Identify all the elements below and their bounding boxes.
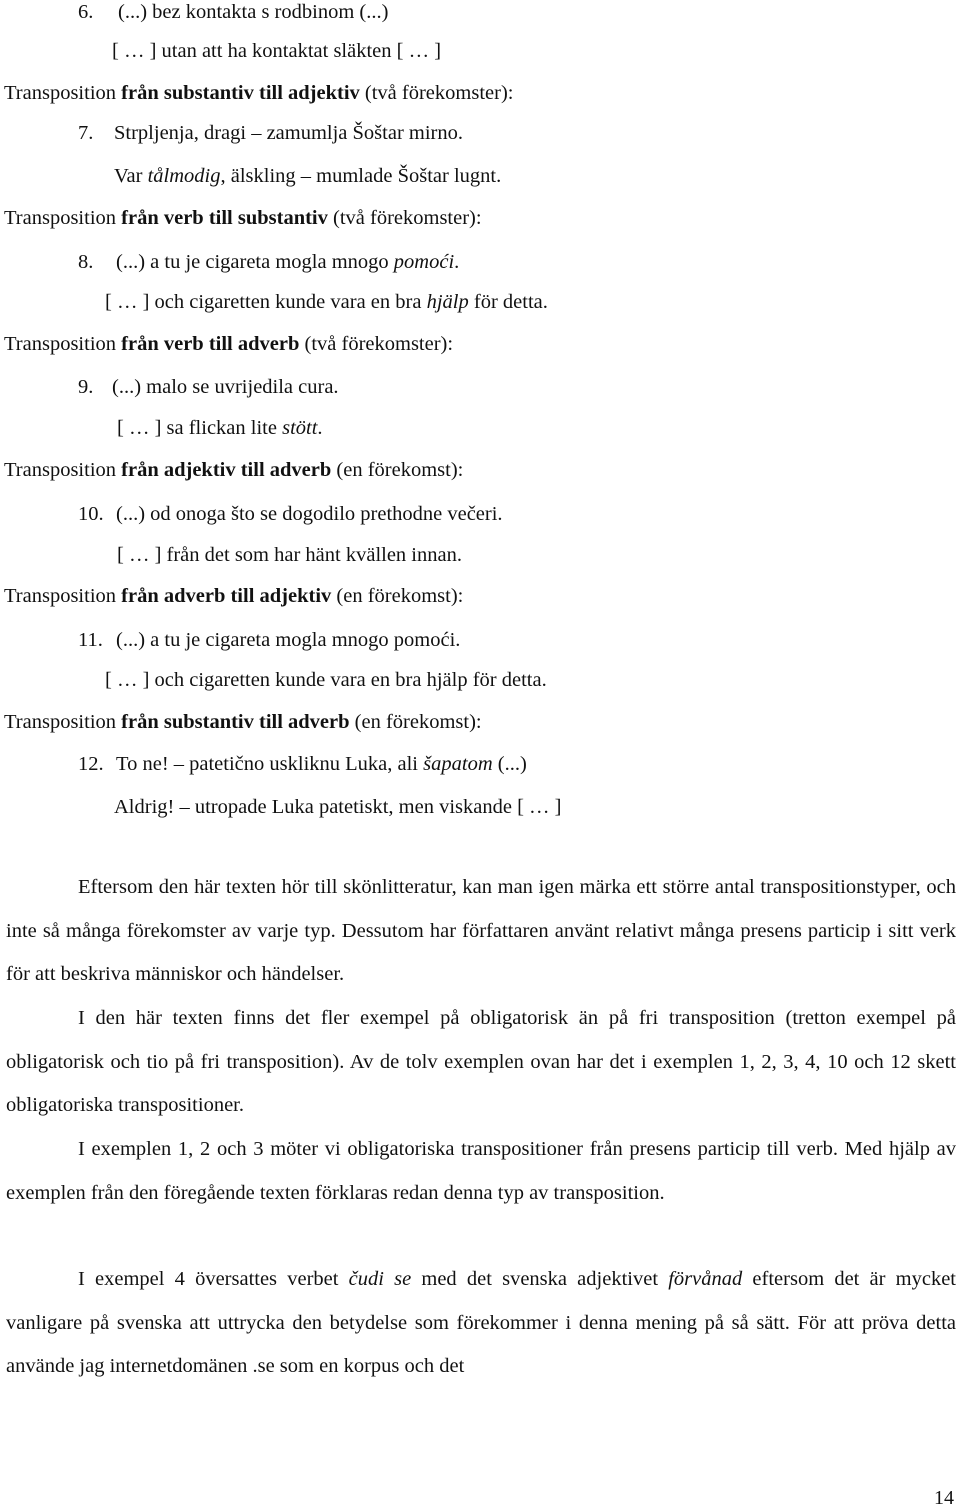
example-number: 11. <box>78 629 103 651</box>
body-paragraph-2: I den här texten finns det fler exempel på obligatorisk än på fri transposition (tretton exempel på obligatorisk och tio på fri transposition). Av de tolv exemplen ovan har det i exemplen 1, 2, 3, 4, 10 och 12 skett obligatoriska transpositioner. <box>6 1007 956 1117</box>
example-9-source: 9. (...) malo se uvrijedila cura. <box>78 376 339 398</box>
heading-verb-to-subst: Transposition från verb till substantiv (två förekomster): <box>4 207 482 229</box>
example-11-translation: [ … ] och cigaretten kunde vara en bra hjälp för detta. <box>105 669 547 691</box>
heading-subst-to-adj: Transposition från substantiv till adjektiv (två förekomster): <box>4 82 514 104</box>
example-9-translation: [ … ] sa flickan lite stött. <box>117 417 323 439</box>
example-10-source: 10. (...) od onoga što se dogodilo prethodne večeri. <box>78 503 503 525</box>
body-paragraph-1: Eftersom den här texten hör till skönlitteratur, kan man igen märka ett större antal transpositionstyper, och inte så många förekomster av varje typ. Dessutom har författaren använt relativt många presens particip i sitt verk för att beskriva människor och händelser. <box>6 876 956 986</box>
example-8-source: 8. (...) a tu je cigareta mogla mnogo pomoći. <box>78 251 460 273</box>
body-paragraph-4: I exempel 4 översattes verbet čudi se med det svenska adjektivet förvånad eftersom det är mycket vanligare på svenska att uttrycka den betydelse som förekommer i denna mening på så sätt. För att pröva detta använde jag internetdomänen .se som en korpus och det <box>6 1268 957 1378</box>
example-12-source: 12. To ne! – patetično uskliknu Luka, ali šapatom (...) <box>78 753 527 775</box>
example-number: 8. <box>78 251 94 273</box>
example-6-translation: [ … ] utan att ha kontaktat släkten [ … ] <box>112 40 442 62</box>
example-11-source: 11. (...) a tu je cigareta mogla mnogo pomoći. <box>78 629 461 651</box>
heading-adv-to-adj: Transposition från adverb till adjektiv (en förekomst): <box>4 585 464 607</box>
example-number: 10. <box>78 503 104 525</box>
heading-subst-to-adv: Transposition från substantiv till adverb (en förekomst): <box>4 711 482 733</box>
example-10-translation: [ … ] från det som har hänt kvällen innan. <box>117 544 462 566</box>
example-6-source: 6. (...) bez kontakta s rodbinom (...) <box>78 1 389 23</box>
example-12-translation: Aldrig! – utropade Luka patetiskt, men viskande [ … ] <box>114 796 562 818</box>
example-8-translation: [ … ] och cigaretten kunde vara en bra hjälp för detta. <box>105 291 548 313</box>
page-number: 14 <box>934 1487 954 1509</box>
example-number: 12. <box>78 753 104 775</box>
example-7-source: 7. Strpljenja, dragi – zamumlja Šoštar mirno. <box>78 122 464 144</box>
body-paragraph-3: I exemplen 1, 2 och 3 möter vi obligatoriska transpositioner från presens particip till verb. Med hjälp av exemplen från den föregående texten förklaras redan denna typ av transposition. <box>6 1138 956 1204</box>
example-7-translation: Var tålmodig, älskling – mumlade Šoštar lugnt. <box>114 165 502 187</box>
example-number: 9. <box>78 376 94 398</box>
heading-verb-to-adv: Transposition från verb till adverb (två förekomster): <box>4 333 454 355</box>
heading-adj-to-adv: Transposition från adjektiv till adverb (en förekomst): <box>4 459 464 481</box>
example-number: 6. <box>78 1 94 23</box>
example-number: 7. <box>78 122 94 144</box>
